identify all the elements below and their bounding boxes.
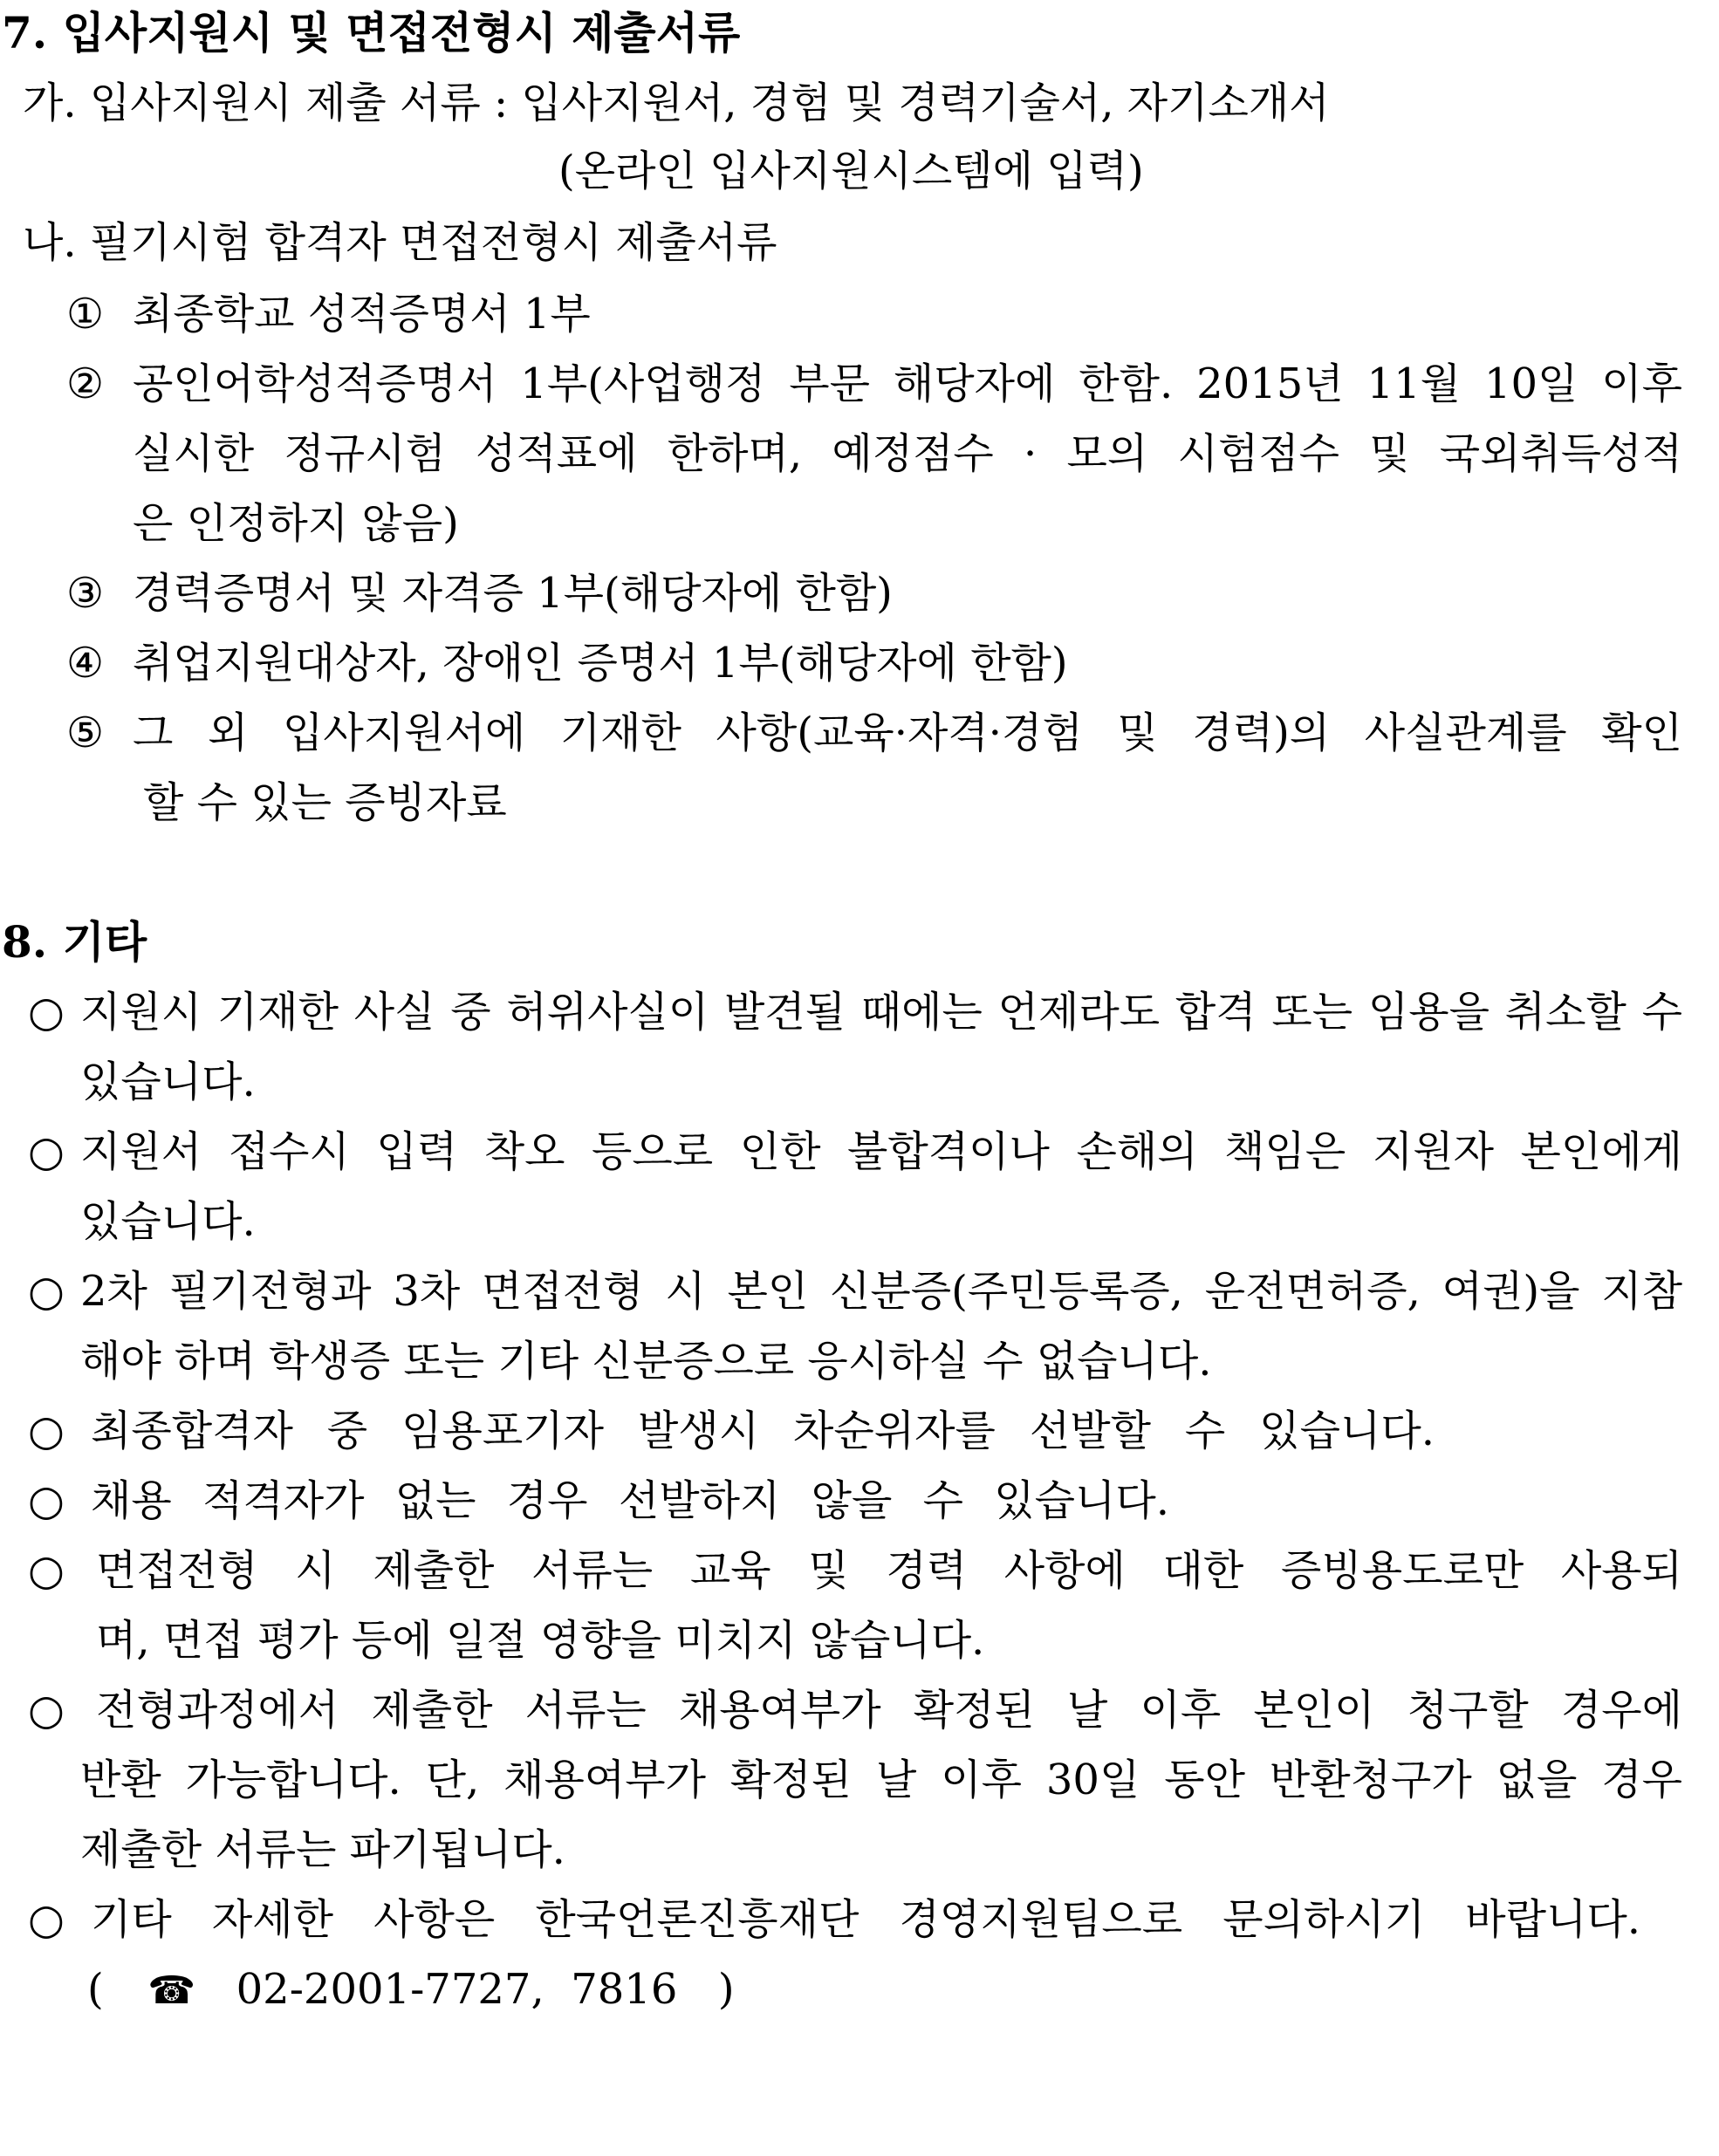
- list-item: 취업지원대상자, 장애인 증명서 1부(해당자에 한함): [133, 639, 1068, 688]
- section-7-a-label: 가. 입사지원시 제출 서류 : 입사지원서, 경험 및 경력기술서, 자기소개서: [23, 79, 1330, 127]
- list-item: 전형과정에서 제출한 서류는 채용여부가 확정된 날 이후 본인이 청구할 경우에: [96, 1686, 1682, 1735]
- list-item-continuation: 은 인정하지 않음): [133, 499, 459, 548]
- item-marker: ④: [66, 639, 105, 688]
- bullet-marker: ○: [28, 988, 65, 1037]
- item-marker: ③: [66, 569, 105, 618]
- list-item: 채용 적격자가 없는 경우 선발하지 않을 수 있습니다.: [91, 1476, 1169, 1525]
- list-item-continuation: 반환 가능합니다. 단, 채용여부가 확정된 날 이후 30일 동안 반환청구가 없을 경우: [80, 1756, 1682, 1804]
- bullet-marker: ○: [28, 1686, 65, 1735]
- list-item-continuation: 있습니다.: [80, 1197, 256, 1246]
- list-item-continuation: 며, 면접 평가 등에 일절 영향을 미치지 않습니다.: [96, 1616, 985, 1665]
- list-item: 2차 필기전형과 3차 면접전형 시 본인 신분증(주민등록증, 운전면허증, 여권)을 지참: [80, 1267, 1682, 1316]
- list-item: 경력증명서 및 자격증 1부(해당자에 한함): [133, 569, 893, 618]
- section-7-a-sub: (온라인 입사지원시스템에 입력): [558, 147, 1144, 195]
- bullet-marker: ○: [28, 1127, 65, 1176]
- list-item-continuation: 실시한 정규시험 성적표에 한하며, 예정점수 · 모의 시험점수 및 국외취득성적: [133, 429, 1682, 478]
- list-item: 최종합격자 중 임용포기자 발생시 차순위자를 선발할 수 있습니다.: [91, 1407, 1435, 1455]
- list-item: 지원서 접수시 입력 착오 등으로 인한 불합격이나 손해의 책임은 지원자 본인에게: [80, 1127, 1682, 1176]
- list-item: 최종학교 성적증명서 1부: [133, 290, 591, 339]
- bullet-marker: ○: [28, 1407, 65, 1455]
- telephone-icon: ☎: [147, 1968, 196, 2013]
- section-8-heading: 8. 기타: [2, 916, 147, 968]
- bullet-marker: ○: [28, 1267, 65, 1316]
- contact-line: [87, 1963, 735, 2017]
- contact-open-paren: (: [87, 1965, 104, 2014]
- bullet-marker: ○: [28, 1476, 65, 1525]
- list-item: 그 외 입사지원서에 기재한 사항(교육·자격·경험 및 경력)의 사실관계를 확인: [133, 708, 1682, 757]
- list-item-continuation: 제출한 서류는 파기됩니다.: [80, 1825, 565, 1874]
- bullet-marker: ○: [28, 1895, 65, 1944]
- section-7-b-label: 나. 필기시험 합격자 면접전형시 제출서류: [23, 218, 777, 267]
- contact-phone-number: 02-2001-7727, 7816: [236, 1965, 678, 2014]
- list-item-continuation: 있습니다.: [80, 1057, 256, 1106]
- item-marker: ①: [66, 290, 105, 339]
- list-item-continuation: 해야 하며 학생증 또는 기타 신분증으로 응시하실 수 없습니다.: [80, 1337, 1212, 1386]
- item-marker: ⑤: [66, 708, 105, 757]
- list-item: 지원시 기재한 사실 중 허위사실이 발견될 때에는 언제라도 합격 또는 임용을 취소할 수: [80, 988, 1682, 1037]
- bullet-marker: ○: [28, 1546, 65, 1595]
- list-item: 기타 자세한 사항은 한국언론진흥재단 경영지원팀으로 문의하시기 바랍니다.: [91, 1895, 1640, 1944]
- contact-close-paren: ): [717, 1965, 735, 2014]
- section-7-heading: 7. 입사지원시 및 면접전형시 제출서류: [2, 7, 741, 58]
- list-item-continuation: 할 수 있는 증빙자료: [143, 778, 507, 827]
- list-item: 공인어학성적증명서 1부(사업행정 부문 해당자에 한함. 2015년 11월 10일 이후: [133, 359, 1682, 408]
- item-marker: ②: [66, 359, 105, 408]
- list-item: 면접전형 시 제출한 서류는 교육 및 경력 사항에 대한 증빙용도로만 사용되: [96, 1546, 1682, 1595]
